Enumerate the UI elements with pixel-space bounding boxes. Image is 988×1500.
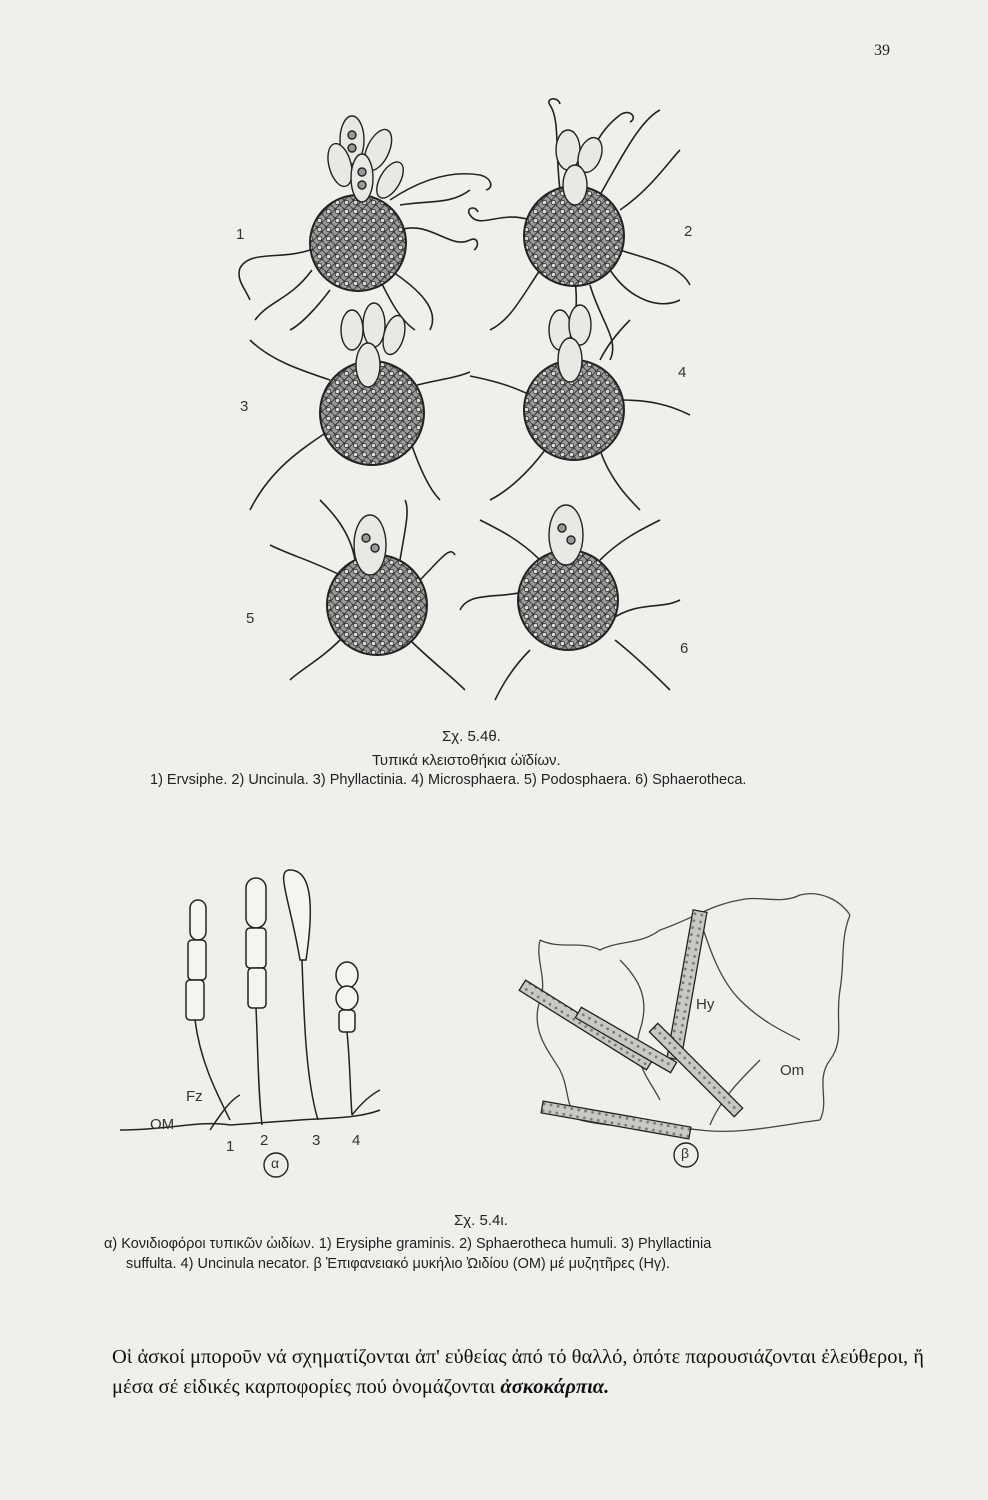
- panel-beta-label: β: [681, 1145, 690, 1161]
- om-label-alpha: OM: [150, 1116, 175, 1133]
- fz-label: Fz: [186, 1088, 203, 1105]
- figure-a-caption-title: Σχ. 5.4θ.: [442, 728, 501, 745]
- conidiophore-label-4: 4: [352, 1132, 361, 1149]
- body-text: Οἱ ἀσκοί μποροῦν νά σχηματίζονται ἀπ' εὐθείας ἀπό τό θαλλό, ὁπότε παρουσιάζονται ἐλεύθεροι, ἤ μέσα σέ εἰδικές καρποφορίες πού ὀνομάζονται: [112, 1346, 925, 1398]
- om-label-beta: Om: [780, 1062, 805, 1079]
- specimen-label-5: 5: [246, 610, 255, 627]
- asci-cluster-1: [324, 116, 409, 202]
- specimen-label-6: 6: [680, 640, 689, 657]
- figure-b-caption: [104, 1234, 934, 1274]
- conidiophore-label-2: 2: [260, 1132, 269, 1149]
- specimen-label-4: 4: [678, 364, 687, 381]
- hy-label: Hy: [696, 996, 715, 1013]
- figure-b-caption-line1: α) Κονιδιοφόροι τυπικῶν ὠιδίων. 1) Erysiphe graminis. 2) Sphaerotheca humuli. 3) Phyllactinia: [104, 1236, 712, 1252]
- body-emphasis: ἀσκοκάρπια.: [500, 1376, 610, 1398]
- body-paragraph: [112, 1342, 924, 1402]
- specimen-label-3: 3: [240, 398, 249, 415]
- page-number: 39: [874, 42, 890, 59]
- specimen-label-2: 2: [684, 223, 693, 240]
- ascus-6: [549, 505, 583, 565]
- figure-a-caption-subtitle: Τυπικά κλειστοθήκια ὠϊδίων.: [372, 752, 561, 769]
- ascus-5: [354, 515, 386, 575]
- figure-b-caption-title: Σχ. 5.4ι.: [454, 1212, 508, 1229]
- conidiophore-label-1: 1: [226, 1138, 235, 1155]
- panel-alpha-label: α: [271, 1155, 280, 1171]
- conidiophore-label-3: 3: [312, 1132, 321, 1149]
- conidiophores-illustration: [120, 870, 380, 1130]
- specimen-label-1: 1: [236, 226, 245, 243]
- figure-a-caption-list: 1) Ervsiphe. 2) Uncinula. 3) Phyllactinia. 4) Microsphaera. 5) Podosphaera. 6) Sphaerotheca.: [150, 772, 747, 788]
- figure-b-caption-line2: suffulta. 4) Uncinula necator. β Ἐπιφανειακό μυκήλιο Ὠιδίου (ΟΜ) μέ μυζητῆρες (Ηγ).: [126, 1256, 671, 1272]
- cleistothecium-1-body: [310, 195, 406, 291]
